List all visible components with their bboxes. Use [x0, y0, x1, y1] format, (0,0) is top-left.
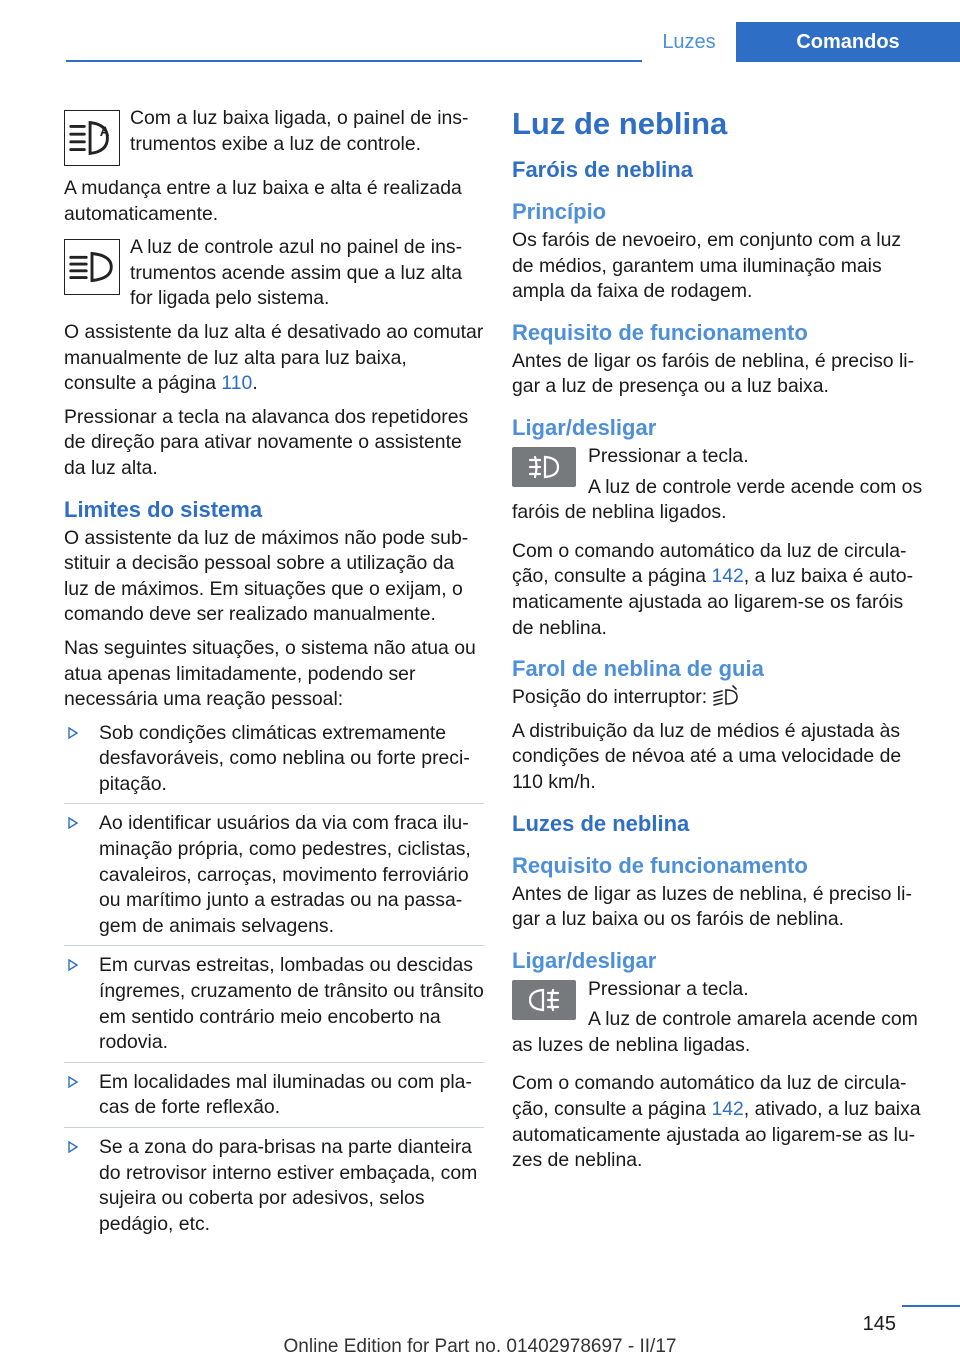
text-low-beam-panel: Com a luz baixa ligada, o painel de instrumentos exibe a luz de controle.: [130, 107, 469, 155]
heading-onoff-rear: Ligar/desligar: [512, 947, 657, 973]
text-auto-rear-post: , ativado, a luz baixa automaticamente ajustada ao ligarem-se as luzes de neblina.: [512, 1098, 921, 1172]
list-item-text: Ao identificar usuários da via com fraca iluminação própria, como pedestres, ciclistas, cavaleiros, carroças, movimento ferroviário ou marítimo junto a estradas ou na passagem de animais selvagens.: [99, 812, 471, 937]
text-deactivate-pre: O assistente da luz alta é desativado ao comutar manualmente de luz alta para luz baixa, consulte a página: [64, 320, 484, 395]
rear-fog-light-button-icon: [512, 980, 576, 1020]
bullet-triangle-icon: [68, 1076, 78, 1088]
left-column: [64, 106, 484, 1250]
text-limits-situations: Nas seguintes situações, o sistema não atua ou atua apenas limitadamente, podendo ser necessária uma reação pessoal:: [64, 636, 476, 711]
heading-system-limits: Limites do sistema: [64, 496, 263, 522]
footer-rule: [902, 1305, 960, 1307]
text-deactivate-assistant: [64, 320, 484, 397]
front-fog-light-button-icon: [512, 447, 576, 487]
high-beam-indicator-note: [64, 235, 484, 312]
list-item-text: Em localidades mal iluminadas ou com placas de forte reflexão.: [99, 1070, 472, 1119]
high-beam-icon: [64, 239, 120, 295]
heading-fog-guide: Farol de neblina de guia: [512, 656, 764, 682]
header-section-luzes: Luzes: [662, 30, 716, 53]
text-auto-front-post: , a luz baixa é automaticamente ajustada ao ligarem-se os faróis de neblina.: [512, 565, 914, 639]
text-limits-intro: O assistente da luz de máximos não pode substituir a decisão pessoal sobre a utilização da luz de máximos. Em situações que o exijam, o comando deve ser realizado manualmente.: [64, 526, 469, 626]
high-beam-assistant-icon: [64, 110, 120, 166]
text-press-key-front: Pressionar a tecla.: [588, 444, 749, 467]
right-column: [512, 106, 926, 1182]
text-blue-indicator: A luz de controle azul no painel de instrumentos acende assim que a luz alta for ligada pelo sistema.: [130, 236, 463, 310]
bullet-triangle-icon: [68, 1141, 78, 1153]
footer-edition: Online Edition for Part no. 01402978697 - II/17: [283, 1336, 677, 1357]
heading-fog-light: Luz de neblina: [512, 106, 728, 141]
page-number: 145: [862, 1313, 896, 1335]
text-switch-position-label: Posição do interruptor:: [512, 686, 708, 709]
heading-requirement-rear: Requisito de funcionamento: [512, 852, 808, 878]
text-auto-front: [512, 539, 926, 641]
text-auto-rear: [512, 1071, 926, 1173]
text-switch-position: [512, 685, 926, 711]
bullet-triangle-icon: [68, 959, 78, 971]
page-link-110[interactable]: 110: [221, 372, 253, 395]
bullet-triangle-icon: [68, 727, 78, 739]
limits-list: [64, 721, 484, 1244]
page-link-142-second[interactable]: 142: [711, 1098, 744, 1121]
text-distribution: A distribuição da luz de médios é ajustada às condições de névoa até a uma velocidade de 110 km/h.: [512, 719, 902, 793]
svg-text:A: A: [99, 124, 110, 140]
header-rule: [66, 60, 642, 62]
list-item-text: Em curvas estreitas, lombadas ou descidas íngremes, cruzamento de trânsito ou trânsito em sentido contrário meio encoberto na rodovia.: [99, 954, 484, 1054]
heading-front-fog-lights: Faróis de neblina: [512, 157, 693, 182]
text-requirement-rear: Antes de ligar as luzes de neblina, é preciso ligar a luz baixa ou os faróis de neblina.: [512, 882, 912, 931]
text-yellow-indicator: A luz de controle amarela acende com as luzes de neblina ligadas.: [512, 1008, 918, 1056]
list-item: [64, 1070, 484, 1128]
page-link-142[interactable]: 142: [711, 565, 744, 588]
text-deactivate-post: .: [252, 372, 258, 395]
high-beam-assistant-note: [64, 106, 484, 168]
text-auto-front-pre: Com o comando automático da luz de circulação, consulte a página: [512, 539, 907, 588]
heading-principle: Princípio: [512, 199, 607, 224]
page-header: [0, 22, 960, 62]
text-automatic-switch: A mudança entre a luz baixa e alta é realizada automaticamente.: [64, 177, 462, 225]
list-item: [64, 721, 484, 805]
text-green-indicator: A luz de controle verde acende com os faróis de neblina ligados.: [512, 475, 923, 524]
text-press-key-rear: Pressionar a tecla.: [588, 977, 749, 1000]
bullet-triangle-icon: [68, 817, 78, 829]
list-item-text: Se a zona do para-brisas na parte dianteira do retrovisor interno estiver embaçada, com sujeira ou coberta por adesivos, selos pedágio, etc.: [99, 1136, 478, 1235]
text-auto-rear-pre: Com o comando automático da luz de circulação, consulte a página: [512, 1072, 907, 1121]
list-item-text: Sob condições climáticas extremamente desfavoráveis, como neblina ou forte precipitação.: [99, 721, 470, 795]
text-principle: Os faróis de nevoeiro, em conjunto com a luz de médios, garantem uma iluminação mais ampla da faixa de rodagem.: [512, 229, 902, 303]
rear-fog-button-row: [512, 977, 926, 1064]
list-item: [64, 953, 484, 1062]
text-reactivate-assistant: Pressionar a tecla na alavanca dos repetidores de direção para ativar novamente o assistente da luz alta.: [64, 405, 469, 479]
heading-onoff-front: Ligar/desligar: [512, 414, 657, 440]
fog-guide-switch-icon: [711, 685, 741, 707]
heading-rear-fog-lights: Luzes de neblina: [512, 810, 690, 836]
list-item: [64, 811, 484, 946]
list-item: [64, 1135, 484, 1243]
header-chapter-comandos: Comandos: [736, 22, 960, 62]
text-requirement-front: Antes de ligar os faróis de neblina, é preciso ligar a luz de presença ou a luz baixa.: [512, 349, 915, 398]
front-fog-button-row: [512, 444, 926, 531]
heading-requirement-front: Requisito de funcionamento: [512, 319, 808, 345]
